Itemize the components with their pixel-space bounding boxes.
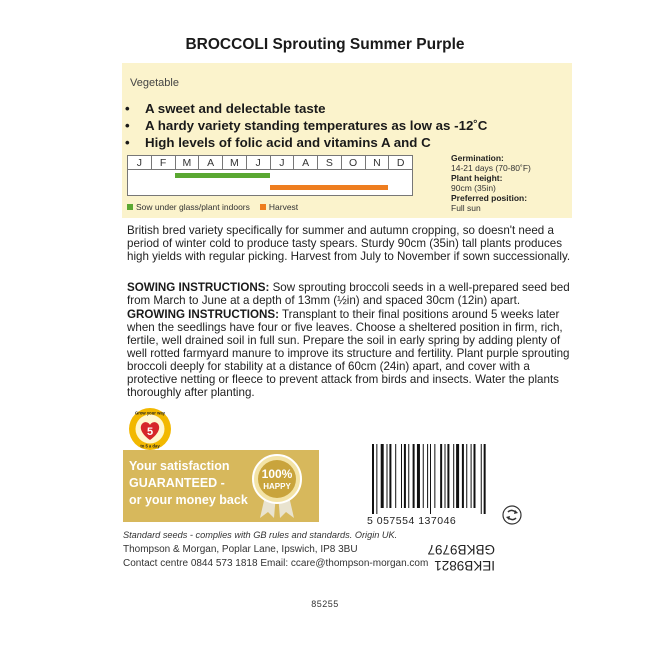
standards-note: Standard seeds - complies with GB rules and standards. Origin UK. xyxy=(123,530,398,540)
feature-item: • A hardy variety standing temperatures as low as -12˚C xyxy=(125,118,488,133)
growing-specs xyxy=(451,153,569,213)
harvest-bar xyxy=(270,185,388,190)
calendar-month: J xyxy=(271,156,295,169)
growing-text: Transplant to their final positions around 5 weeks later when the seedlings have four or five leaves. Choose a sheltered position in firm, rich, fertile, well drained soil in full sun. Prepare the soil in early spring by adding plenty of well rotted farmyard manure to improve its structure and fertility. Plant purple sprouting broccoli deeply for stability at a distance of 60cm (24in) apart, and cover with a protective netting or fleece to prevent attack from birds and insects. Water the plants thoroughly after planting. xyxy=(127,308,570,399)
calendar-month: M xyxy=(223,156,247,169)
calendar-month: M xyxy=(176,156,200,169)
badge-bottom-text: to 5 a day xyxy=(140,443,160,449)
happy-seal-icon xyxy=(246,454,308,520)
calendar-month: A xyxy=(294,156,318,169)
plant-height-value: 90cm (35in) xyxy=(451,183,496,193)
barcode-bar xyxy=(445,444,446,508)
recycle-icon xyxy=(502,505,522,525)
barcode-bar xyxy=(434,444,435,508)
sow-bar xyxy=(175,173,270,178)
position-value: Full sun xyxy=(451,203,481,213)
barcode-bar xyxy=(481,444,482,514)
category-label: Vegetable xyxy=(130,77,179,89)
guarantee-line1: Your satisfaction xyxy=(129,459,230,473)
growing-heading: GROWING INSTRUCTIONS: xyxy=(127,308,279,321)
feature-item: • A sweet and delectable taste xyxy=(125,101,326,116)
batch-number: 85255 xyxy=(311,599,339,609)
calendar-month: A xyxy=(199,156,223,169)
sowing-heading: SOWING INSTRUCTIONS: xyxy=(127,281,270,294)
calendar-month: O xyxy=(342,156,366,169)
barcode-bar xyxy=(389,444,391,508)
five-a-day-badge xyxy=(128,407,172,451)
barcode-bar xyxy=(413,444,415,508)
barcode-bar xyxy=(447,444,449,508)
badge-top-text: Grow your way xyxy=(134,410,166,416)
barcode-bar xyxy=(456,444,459,508)
barcode-number: 5 057554 137046 xyxy=(367,515,457,527)
harvest-swatch xyxy=(260,204,266,210)
calendar-month: F xyxy=(152,156,176,169)
growing-instructions xyxy=(127,308,572,399)
guarantee-text xyxy=(129,458,248,509)
product-code-ie: IEKB9821 xyxy=(434,558,495,573)
seal-happy: HAPPY xyxy=(263,482,291,491)
barcode-bar xyxy=(471,444,472,508)
feature-text: A sweet and delectable taste xyxy=(145,101,326,116)
sowing-text: Sow sprouting broccoli seeds in a well-prepared seed bed from March to June at a depth of 13mm (½in) and spaced 30cm (12in) apart. xyxy=(127,281,570,307)
product-codes xyxy=(427,521,498,576)
contact-info: Contact centre 0844 573 1818 Email: ccare@thompson-morgan.com xyxy=(123,558,429,569)
sowing-calendar xyxy=(127,155,413,196)
barcode-bar xyxy=(430,444,431,514)
position-label: Preferred position: xyxy=(451,193,528,203)
barcode-bar xyxy=(427,444,428,508)
barcode-bar xyxy=(474,444,476,508)
barcode-bar xyxy=(466,444,467,508)
barcode-bar xyxy=(462,444,464,508)
product-description: British bred variety specifically for summer and autumn cropping, so doesn't need a period of winter cold to produce tasty spears. Sturdy 90cm (35in) tall plants produces high yields with regular picking. Harvest from July to November if sown successionally. xyxy=(127,224,571,263)
barcode-bar xyxy=(381,444,384,508)
product-title: BROCCOLI Sprouting Summer Purple xyxy=(185,36,465,53)
barcode-bar xyxy=(387,444,388,508)
barcode-bar xyxy=(372,444,374,514)
barcode-bar xyxy=(453,444,454,508)
sowing-instructions xyxy=(127,281,572,307)
barcode-bar xyxy=(484,444,486,514)
badge-number: 5 xyxy=(146,426,154,438)
barcode-bar xyxy=(440,444,442,508)
plant-height-label: Plant height: xyxy=(451,173,503,183)
calendar-month: D xyxy=(396,157,405,169)
germination-value: 14-21 days (70-80˚F) xyxy=(451,163,531,173)
seal-percent: 100% xyxy=(261,467,293,481)
calendar-months xyxy=(128,156,412,170)
barcode-bar xyxy=(417,444,420,508)
sow-swatch xyxy=(127,204,133,210)
feature-list xyxy=(125,100,565,151)
calendar-body xyxy=(128,170,412,195)
guarantee-line3: or your money back xyxy=(129,493,248,507)
feature-text: High levels of folic acid and vitamins A and C xyxy=(145,135,431,150)
product-code-gb: GBKB9797 xyxy=(427,542,495,557)
harvest-legend-label: Harvest xyxy=(268,202,299,212)
feature-item: • High levels of folic acid and vitamins A and C xyxy=(125,135,431,150)
calendar-month: J xyxy=(247,156,271,169)
barcode xyxy=(370,444,490,514)
germination-label: Germination: xyxy=(451,153,504,163)
feature-text: A hardy variety standing temperatures as low as -12˚C xyxy=(145,118,488,133)
barcode-bar xyxy=(401,444,402,508)
barcode-bar xyxy=(423,444,424,508)
barcode-bar xyxy=(376,444,377,514)
calendar-month: S xyxy=(318,156,342,169)
sow-legend-label: Sow under glass/plant indoors xyxy=(136,202,250,212)
barcode-bar xyxy=(408,444,409,508)
barcode-bar xyxy=(395,444,396,508)
company-address: Thompson & Morgan, Poplar Lane, Ipswich, IP8 3BU xyxy=(123,544,358,555)
calendar-month: J xyxy=(128,156,152,169)
calendar-legend xyxy=(127,202,308,212)
calendar-month: N xyxy=(366,156,390,169)
guarantee-line2: GUARANTEED - xyxy=(129,476,225,490)
barcode-bar xyxy=(404,444,406,508)
